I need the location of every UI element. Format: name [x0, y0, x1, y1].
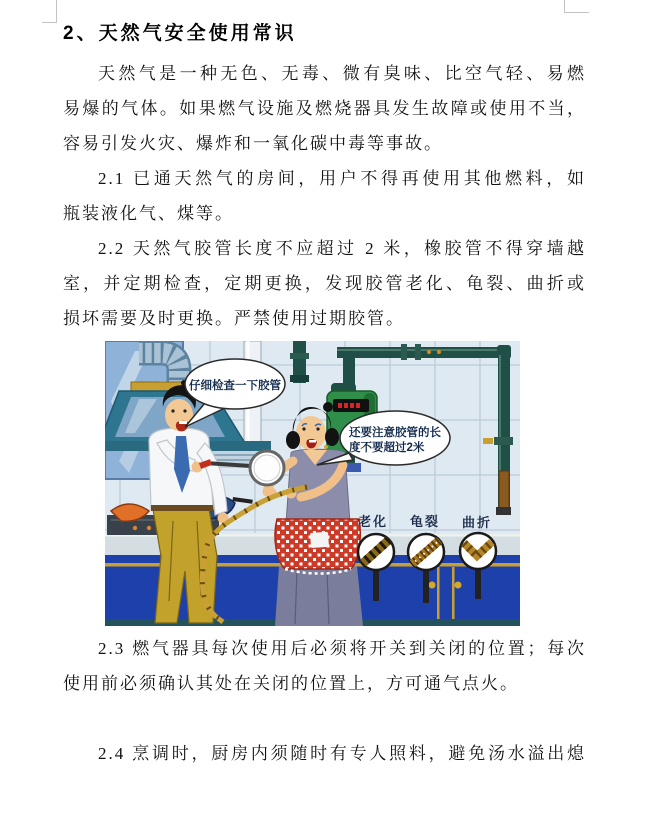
body-line: 使用前必须确认其处在关闭的位置上，方可通气点火。 [63, 674, 519, 693]
speech-bubble-man-text: 仔细检查一下胶管 [189, 380, 281, 392]
body-line: 2.3 燃气器具每次使用后必须将开关到关闭的位置；每次 [98, 639, 586, 658]
body-line: 瓶装液化气、煤等。 [63, 204, 234, 223]
body-line: 室，并定期检查，定期更换，发现胶管老化、龟裂、曲折或 [63, 274, 586, 293]
crop-mark-top-right [564, 0, 565, 12]
magnifier-lens-icon [250, 451, 284, 485]
defect-label-cracking: 龟裂 [409, 514, 441, 529]
speech-bubble-woman-text-line1: 还要注意胶管的长 [349, 427, 441, 439]
kitchen-cartoon [105, 341, 520, 626]
blank-line [63, 701, 586, 736]
crop-mark-top-left [42, 22, 57, 23]
speech-bubble-woman-text-line2: 度不要超过2米 [349, 442, 425, 454]
body-line: 2.4 烹调时，厨房内须随时有专人照料，避免汤水溢出熄 [98, 744, 586, 763]
body-line: 2.2 天然气胶管长度不应超过 2 米，橡胶管不得穿墙越 [98, 239, 586, 258]
body-line: 易爆的气体。如果燃气设施及燃烧器具发生故障或使用不当， [63, 99, 586, 118]
body-line: 损坏需要及时更换。严禁使用过期胶管。 [63, 309, 405, 328]
crop-mark-top-right [564, 12, 589, 13]
crop-mark-top-left [56, 0, 57, 22]
body-line: 天然气是一种无色、无毒、微有臭味、比空气轻、易燃 [98, 64, 586, 83]
body-line: 容易引发火灾、爆炸和一氧化碳中毒等事故。 [63, 134, 443, 153]
body-line: 2.1 已通天然气的房间，用户不得再使用其他燃料，如 [98, 169, 586, 188]
gas-safety-illustration [105, 341, 520, 626]
defect-magnifiers [357, 514, 496, 603]
section-heading: 2、天然气安全使用常识 [63, 23, 297, 44]
defect-label-aging: 老化 [357, 514, 389, 529]
defect-label-bending: 曲折 [461, 515, 493, 530]
